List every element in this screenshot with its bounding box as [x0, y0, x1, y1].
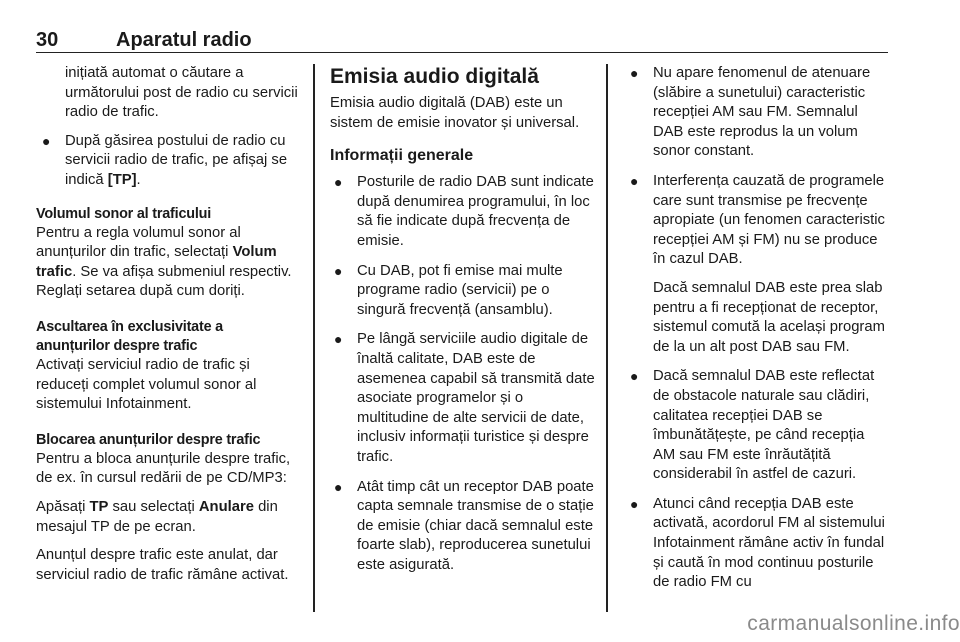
- list-item: ● Atunci când recepția DAB este activată, acordorul FM al sistemului Infotainment rămâne activ în fundal și caută în mod continuu posturile de radio FM cu: [630, 495, 885, 591]
- subsection-heading: Informații generale: [330, 147, 474, 165]
- bullet-icon: ●: [334, 331, 343, 348]
- bullet-list: [330, 173, 595, 575]
- bullet-icon: ●: [630, 495, 639, 512]
- page-number: 30: [36, 29, 59, 51]
- bullet-icon: ●: [630, 172, 639, 189]
- exclusive-heading: Ascultarea în exclusivitate a anunțurilor despre trafic: [36, 318, 223, 354]
- page-header: [36, 26, 888, 53]
- list-item-note: Dacă semnalul DAB este prea slab pentru a fi recepționat de receptor, sistemul comută la același program de la un alt post DAB sau FM.: [653, 279, 885, 355]
- intro-paragraph: Emisia audio digitală (DAB) este un sistem de emisie inovator și universal.: [330, 95, 580, 131]
- list-item: ● După găsirea postului de radio cu servicii radio de trafic, pe afișaj se indică [TP].: [42, 132, 288, 188]
- column-right: [624, 64, 888, 626]
- exclusive-paragraph: Activați serviciul radio de trafic și reduceți complet volumul sonor al sistemului Infotainment.: [36, 356, 257, 413]
- list-item: ● Atât timp cât un receptor DAB poate capta semnale transmise de o stație de emisie (chiar dacă semnalul este foarte slab), reproducerea sunetului este asigurată.: [334, 478, 594, 573]
- page-title: Aparatul radio: [116, 29, 252, 51]
- list-item: ● Cu DAB, pot fi emise mai multe programe radio (servicii) pe o singură frecvență (ansamblu).: [334, 262, 563, 318]
- column-left: [36, 64, 304, 626]
- column-divider: [606, 64, 608, 612]
- continued-bullet-text: inițiată automat o căutare a următorului post de radio cu servicii radio de trafic.: [65, 65, 298, 121]
- column-divider: [313, 64, 315, 612]
- list-item: ● Dacă semnalul DAB este reflectat de obstacole naturale sau clădiri, calitatea recepției DAB se îmbunătățește, pe când recepția AM sau FM este înrăutățită considerabil în astfel de cazuri.: [630, 368, 875, 483]
- bullet-icon: ●: [334, 174, 343, 191]
- cancelled-paragraph: Anunțul despre trafic este anulat, dar serviciul radio de trafic rămâne activat.: [36, 547, 289, 583]
- volume-heading: Volumul sonor al traficului: [36, 205, 212, 222]
- bullet-list: [624, 64, 888, 593]
- list-item: ● Posturile de radio DAB sunt indicate după denumirea programului, în loc să fie indicate după frecvența de emisie.: [334, 174, 594, 249]
- tp-button-label: TP: [89, 498, 109, 515]
- watermark: carmanualsonline.info: [747, 612, 960, 635]
- cancel-label: Anulare: [198, 498, 254, 515]
- list-item: ● Interferența cauzată de programele care sunt transmise pe frecvențe apropiate (un fenomen caracteristic recepției AM și FM) nu se produce în cazul DAB. Dacă semnalul DAB este prea slab pentru a fi recepționat de receptor, sistemul comută la același program de la un alt post DAB sau FM.: [624, 172, 888, 357]
- press-paragraph: Apăsați TP sau selectați Anulare din mesajul TP de pe ecran.: [36, 498, 278, 535]
- bullet-icon: ●: [630, 368, 639, 385]
- volume-menu-item: Volum trafic: [36, 244, 277, 280]
- volume-paragraph: Pentru a regla volumul sonor al anunțurilor din trafic, selectați Volum trafic. Se va afișa submeniul respectiv. Reglați setarea după cum doriți.: [36, 224, 292, 300]
- column-middle: [330, 64, 595, 626]
- bullet-list: [36, 132, 304, 191]
- list-item: ● Pe lângă serviciile audio digitale de înaltă calitate, DAB este de asemenea capabil să transmită date asociate programelor și o multitudine de alte servicii de date, inclusiv informații turistice și despre trafic.: [334, 331, 595, 465]
- block-paragraph: Pentru a bloca anunțurile despre trafic, de ex. în cursul redării de pe CD/MP3:: [36, 450, 291, 487]
- bullet-icon: ●: [42, 132, 51, 149]
- block-heading: Blocarea anunțurilor despre trafic: [36, 431, 261, 448]
- bullet-icon: ●: [334, 478, 343, 495]
- tp-indicator: [TP]: [107, 171, 137, 188]
- bullet-icon: ●: [334, 262, 343, 279]
- bullet-icon: ●: [630, 65, 639, 81]
- list-item: ● Nu apare fenomenul de atenuare (slăbire a sunetului) caracteristic recepției AM sau FM. Semnalul DAB este reprodus la un volum sonor constant.: [630, 65, 871, 160]
- section-heading: Emisia audio digitală: [330, 65, 539, 88]
